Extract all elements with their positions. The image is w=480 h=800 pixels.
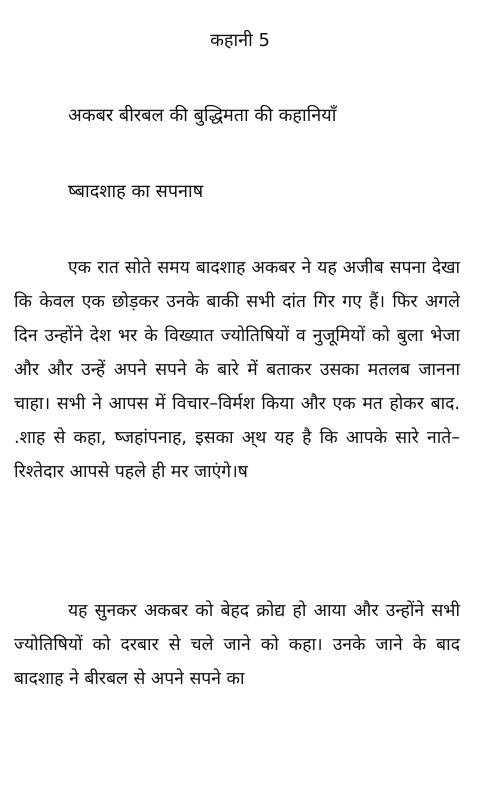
- paragraph-1: एक रात सोते समय बादशाह अकबर ने यह अजीब सपना देखा कि केवल एक छोड़कर उनके बाकी सभी दांत गिर गए हैं। फिर अगले दिन उन्होंने देश भर के विख्यात ज्योतिषियों व नुजूमियों को बुला भेजा और और उन्हें अपने सपने के बारे में बताकर उसका मतलब जानना चाहा। सभी ने आपस में विचार–विर्मश किया और एक मत होकर बाद. .शाह से कहा, ष्जहांपनाह, इसका अ्थ यह है कि आपके सारे नाते–रिश्तेदार आपसे पहले ही मर जाएंगे।ष: [14, 258, 460, 482]
- story-title: ष्बादशाह का सपनाष: [68, 181, 204, 202]
- story-number: कहानी 5: [210, 30, 270, 51]
- series-title: अकबर बीरबल की बुद्धिमता की कहानियाँ: [68, 105, 337, 126]
- paragraph-2: यह सुनकर अकबर को बेहद क्रोद्य हो आया और उन्होंने सभी ज्योतिषियों को दरबार से चले जाने को कहा। उनके जाने के बाद बादशाह ने बीरबल से अपने सपने का: [14, 601, 460, 689]
